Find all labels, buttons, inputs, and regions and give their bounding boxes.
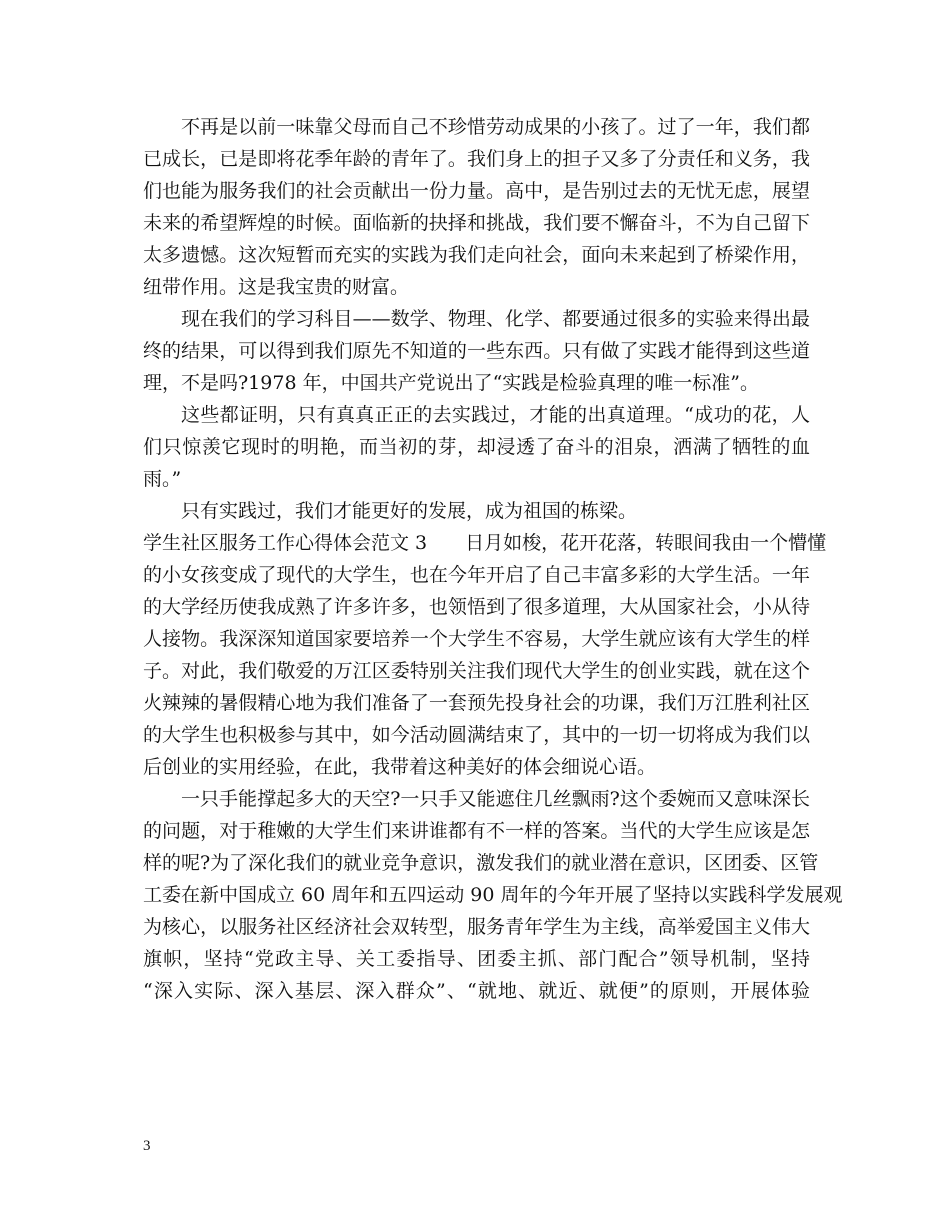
text-line: 子。对此，我们敬爱的万江区委特别关注我们现代大学生的创业实践，就在这个 bbox=[143, 660, 810, 682]
text-line: 为核心，以服务社区经济社会双转型，服务青年学生为主线，高举爱国主义伟大 bbox=[143, 916, 810, 938]
text-line: 工委在新中国成立 60 周年和五四运动 90 周年的今年开展了坚持以实践科学发展观 bbox=[143, 884, 843, 906]
text-line: 学生社区服务工作心得体会范文 3 日月如梭，花开花落，转眼间我由一个懵懂 bbox=[143, 532, 827, 554]
text-line: 终的结果，可以得到我们原先不知道的一些东西。只有做了实践才能得到这些道 bbox=[143, 340, 810, 362]
text-line: 的大学经历使我成熟了许多许多，也领悟到了很多道理，大从国家社会，小从待 bbox=[143, 596, 810, 618]
text-line: 人接物。我深深知道国家要培养一个大学生不容易，大学生就应该有大学生的样 bbox=[143, 628, 810, 650]
text-line: 理，不是吗?1978 年，中国共产党说出了“实践是检验真理的唯一标准”。 bbox=[143, 372, 760, 394]
text-line: 旗帜，坚持“党政主导、关工委指导、团委主抓、部门配合”领导机制，坚持 bbox=[143, 948, 810, 970]
text-line: 的小女孩变成了现代的大学生，也在今年开启了自己丰富多彩的大学生活。一年 bbox=[143, 564, 810, 586]
text-line: 一只手能撑起多大的天空?一只手又能遮住几丝飘雨?这个委婉而又意味深长 bbox=[181, 788, 810, 810]
text-line: 后创业的实用经验，在此，我带着这种美好的体会细说心语。 bbox=[143, 756, 657, 778]
text-line: 的大学生也积极参与其中，如今活动圆满结束了，其中的一切一切将成为我们以 bbox=[143, 724, 810, 746]
text-line: 纽带作用。这是我宝贵的财富。 bbox=[143, 276, 410, 298]
text-line: 不再是以前一味靠父母而自己不珍惜劳动成果的小孩了。过了一年，我们都 bbox=[181, 116, 810, 138]
text-line: 火辣辣的暑假精心地为我们准备了一套预先投身社会的功课，我们万江胜利社区 bbox=[143, 692, 810, 714]
text-line: 雨。” bbox=[143, 468, 182, 490]
text-line: 们只惊羡它现时的明艳，而当初的芽，却浸透了奋斗的泪泉，洒满了牺牲的血 bbox=[143, 436, 810, 458]
text-line: 只有实践过，我们才能更好的发展，成为祖国的栋梁。 bbox=[181, 500, 638, 522]
text-line: 们也能为服务我们的社会贡献出一份力量。高中，是告别过去的无忧无虑，展望 bbox=[143, 180, 810, 202]
document-body bbox=[143, 111, 843, 1007]
text-line: 这些都证明，只有真真正正的去实践过，才能的出真道理。“成功的花，人 bbox=[181, 404, 810, 426]
text-line: 样的呢?为了深化我们的就业竞争意识，激发我们的就业潜在意识，区团委、区管 bbox=[143, 852, 819, 874]
page-number: 3 bbox=[143, 1138, 151, 1154]
text-line: 太多遗憾。这次短暂而充实的实践为我们走向社会，面向未来起到了桥梁作用， bbox=[143, 244, 810, 266]
text-line: 未来的希望辉煌的时候。面临新的抉择和挑战，我们要不懈奋斗，不为自己留下 bbox=[143, 212, 810, 234]
text-line: 现在我们的学习科目——数学、物理、化学、都要通过很多的实验来得出最 bbox=[181, 308, 810, 330]
text-line: “深入实际、深入基层、深入群众”、“就地、就近、就便”的原则，开展体验 bbox=[143, 980, 810, 1002]
text-line: 已成长，已是即将花季年龄的青年了。我们身上的担子又多了分责任和义务，我 bbox=[143, 148, 810, 170]
text-line: 的问题，对于稚嫩的大学生们来讲谁都有不一样的答案。当代的大学生应该是怎 bbox=[143, 820, 810, 842]
